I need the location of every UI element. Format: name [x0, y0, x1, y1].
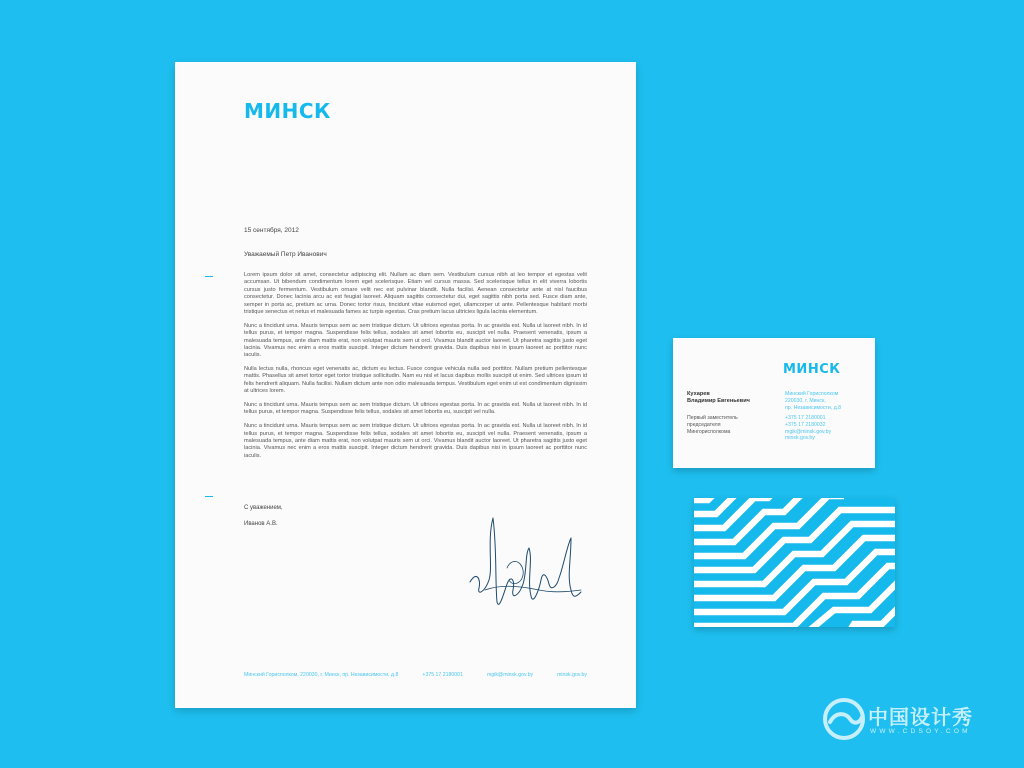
card-contact-line: minsk.gov.by [785, 435, 815, 442]
card-role-line: Первый заместитель [687, 415, 738, 421]
letter-greeting: Уважаемый Петр Иванович [244, 251, 327, 258]
card-logo: МИНСК [783, 362, 841, 377]
letter-closing: С уважением, [244, 505, 283, 511]
card-address [785, 391, 841, 411]
card-contacts [785, 415, 831, 442]
card-address-line: Минский Горисполком [785, 391, 839, 397]
fold-mark-top [205, 276, 213, 277]
footer-email: mgik@minsk.gov.by [486, 672, 534, 678]
card-name-line: Владимир Евгеньевич [687, 398, 750, 404]
letter-body [244, 272, 587, 466]
card-person-name [687, 391, 750, 405]
stripe-pattern [694, 498, 895, 627]
letter-paragraph: Nulla lectus nulla, rhoncus eget venenatis ac, dictum eu lectus. Fusce congue vehicula nulla sed porttitor. Nullam pretium pellentesque mattis. Phasellus sit amet tortor eget tortor tristique sollicitudin. Nam eu nisl et lacus dapibus mollis suscipit ut enim. Sed ultrices ipsum id felis hendrerit aliquam. Nulla facilisi. Nullam dictum ante non odio malesuada tempus. Vestibulum eget enim ut est condimentum dignissim at ultrices lorem. [244, 366, 587, 395]
card-contact-line: +375 17 2180001 [785, 415, 826, 421]
handwritten-signature [467, 510, 587, 615]
watermark-url: WWW.CDSOY.COM [870, 728, 971, 735]
footer-site: minsk.gov.by [557, 672, 587, 678]
letter-paragraph: Lorem ipsum dolor sit amet, consectetur adipiscing elit. Nullam ac diam sem. Vestibulum cursus nibh at leo tempor et egestas velit accumsan. Ut bibendum condimentum lorem eget scelerisque. Etiam vel cursus massa. Sed scelerisque tellus in elit viverra lobortis cursus justo fermentum. Vestibulum ornare velit nec est pulvinar blandit. Nulla facilisi. Aenean consectetur ante at nisl faucibus consectetur. Donec lacinia arcu ac est feugiat laoreet. Aliquam sagittis consectetur dui, eget sagittis nibh porta sed. Fusce diam ante, semper in porta ac, pretium ac urna. Donec tortor risus, tincidunt vitae euismod eget, ullamcorper ut ante. Pellentesque habitant morbi tristique senectus et netus et malesuada fames ac turpis egestas. Cras pretium lacus ultricies ligula lacinia elementum. [244, 272, 587, 316]
card-address-line: пр. Независимости, д.8 [785, 404, 842, 411]
letter-footer [244, 672, 587, 678]
card-address-line: 220030, г. Минск, [785, 397, 826, 404]
letterhead-sheet [175, 62, 636, 708]
business-card-back-pattern [694, 498, 895, 627]
card-contact-line: mgik@minsk.gov.by [785, 428, 832, 435]
business-card-front [673, 338, 875, 468]
letter-date: 15 сентября, 2012 [244, 227, 299, 234]
watermark-logo-icon [822, 697, 866, 741]
watermark-title: 中国设计秀 [868, 705, 973, 729]
card-person-role [687, 415, 738, 435]
card-role-line: председателя [687, 421, 721, 428]
letter-paragraph: Nunc a tincidunt urna. Mauris tempus sem ac sem tristique dictum. Ut ultrices egestas porta. In ac gravida est. Nulla ut laoreet nibh. In id tellus purus, et tempor magna. Suspendisse felis tellus, sodales sit amet lobortis eu, suscipit vel nulla. Praesent venenatis, ipsum a malesuada tempus, ante diam mattis erat, non volutpat mauris sem ut orci. Vivamus blandit auctor laoreet. Ut pharetra sagittis justo eget lacinia. Vivamus nec enim a eros mattis suscipit. Integer dictum hendrerit gravida. Duis dapibus nisi in ipsum laoreet ac porttitor nunc iaculis. [244, 322, 587, 359]
footer-address: Минский Горисполком, 220030, г. Минск, пр. Независимости, д.8 [244, 672, 399, 678]
card-name-line: Кухарев [687, 391, 710, 397]
fold-mark-bottom [205, 496, 213, 497]
letter-paragraph: Nunc a tincidunt urna. Mauris tempus sem ac sem tristique dictum. Ut ultrices egestas porta. In ac gravida est. Nulla ut laoreet nibh. In id tellus purus, et tempor magna. Suspendisse felis tellus, sodales sit amet lobortis eu, suscipit vel nulla. Praesent venenatis, ipsum a malesuada tempus, ante diam mattis erat, non volutpat mauris sem ut orci. Vivamus blandit auctor laoreet. Ut pharetra sagittis justo eget lacinia. Vivamus nec enim a eros mattis suscipit. Integer dictum hendrerit gravida. Duis dapibus nisi in ipsum laoreet ac porttitor nunc iaculis. [244, 423, 587, 459]
card-contact-line: +375 17 2180032 [785, 421, 826, 428]
footer-phone: +375 17 2180001 [422, 672, 463, 678]
minsk-logo: МИНСК [244, 99, 331, 123]
card-role-line: Мингорисполкома [687, 428, 731, 435]
letter-paragraph: Nunc a tincidunt urna. Mauris tempus sem ac sem tristique dictum. Ut ultrices egestas porta. In ac gravida est. Nulla ut laoreet nibh. In id tellus purus, et tempor magna. Suspendisse felis tellus, sodales sit amet lobortis eu, suscipit vel nulla. [244, 401, 587, 416]
letter-signer: Иванов А.В. [244, 521, 278, 527]
site-watermark [822, 697, 1012, 741]
